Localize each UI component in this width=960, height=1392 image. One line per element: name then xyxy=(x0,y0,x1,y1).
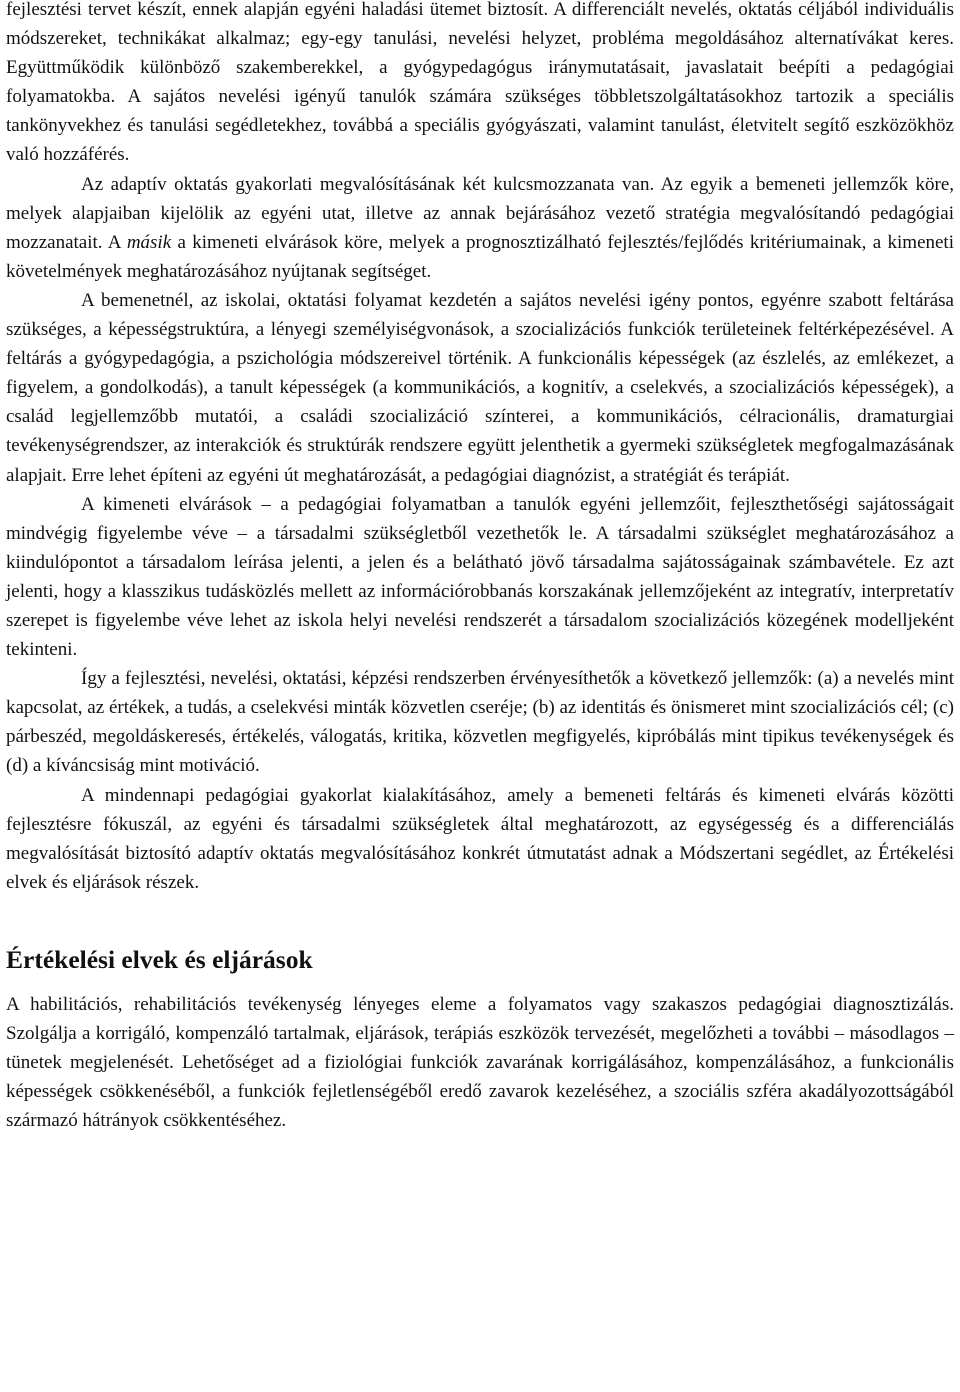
paragraph-input-assessment xyxy=(6,286,954,490)
paragraph-text: A kimeneti elvárások – a pedagógiai folyamatban a tanulók egyéni jellemzőit, fejleszthetőségi sajátosságait mindvégig figyelembe véve – a társadalmi szükségletből vezethetők le. A társadalmi szükséglet meghatározásához a kiindulópontot a társadalom leírása jelenti, a jelen és a belátható jövő társadalma sajátosságainak számbavétele. Ez azt jelenti, hogy a klasszikus tudásközlés mellett az információrobbanás korszakának jellemzőjeként az integratív, interpretatív szerepet is figyelembe véve lehet az iskola helyi nevelési rendszerét a társadalom szocializációs közegének modelljeként tekinteni. xyxy=(6,493,954,661)
paragraph-text: A mindennapi pedagógiai gyakorlat kialakításához, amely a bemeneti feltárás és kimeneti elvárás közötti fejlesztésre fókuszál, az egyéni és társadalmi szükségletek által meghatározott, az egységesség és a differenciálás megvalósítását biztosító adaptív oktatás megvalósításához konkrét útmutatást adnak a Módszertani segédlet, az Értékelési elvek és eljárások részek. xyxy=(6,784,954,893)
paragraph-text: Így a fejlesztési, nevelési, oktatási, képzési rendszerben érvényesíthetők a következő jellemzők: (a) a nevelés mint kapcsolat, az értékek, a tudás, a cselekvési minták közvetlen cseréje; (b) az identitás és önismeret mint szocializációs cél; (c) párbeszéd, megoldáskeresés, értékelés, válogatás, kritika, közvetlen megfigyelés, kipróbálás mint tipikus tevékenységek és (d) a kíváncsiság mint motiváció. xyxy=(6,668,954,777)
paragraph-everyday-practice xyxy=(6,781,954,897)
body-text-section xyxy=(6,0,954,897)
paragraph-output-expectations xyxy=(6,490,954,665)
paragraph-text: A habilitációs, rehabilitációs tevékenység lényeges eleme a folyamatos vagy szakaszos pedagógiai diagnosztizálás. Szolgálja a korrigáló, kompenzáló tartalmak, eljárások, terápiás eszközök tervezését, megelőzheti a további – másodlagos – tünetek megjelenését. Lehetőséget ad a fiziológiai funkciók zavarának korrigálásához, kompenzálásához, a funkcionális képességek csökkenéséből, a funkciók fejletlenségéből eredő zavarok kezeléséhez, a szociális szféra akadályozottságából származó hátrányok csökkentéséhez. xyxy=(6,993,954,1132)
paragraph-development-characteristics xyxy=(6,664,954,780)
evaluation-section xyxy=(6,990,954,1135)
section-heading xyxy=(6,944,954,976)
section-heading-text: Értékelési elvek és eljárások xyxy=(6,944,313,974)
document-page xyxy=(6,0,954,1135)
italic-emphasis: másik xyxy=(126,231,172,253)
paragraph-text: a kimeneti elvárások köre, melyek a prognosztizálható fejlesztés/fejlődés kritériumainak, a kimeneti követelmények meghatározásához nyújtanak segítséget. xyxy=(6,231,954,282)
paragraph-text: fejlesztési tervet készít, ennek alapján egyéni haladási ütemet biztosít. A differenciált nevelés, oktatás céljából individuális módszereket, technikákat alkalmaz; egy-egy tanulási, nevelési helyzet, probléma megoldásához alternatívákat keres. Együttműködik különböző szakemberekkel, a gyógypedagógus iránymutatásait, javaslatait beépíti a pedagógiai folyamatokba. A sajátos nevelési igényű tanulók számára szükséges többletszolgáltatásokhoz tartozik a speciális tankönyvekhez és tanulási segédletekhez, továbbá a speciális gyógyászati, valamint tanulást, életvitelt segítő eszközökhöz való hozzáférés. xyxy=(6,0,954,166)
paragraph-individual-plan xyxy=(6,0,954,170)
paragraph-text: A bemenetnél, az iskolai, oktatási folyamat kezdetén a sajátos nevelési igény pontos, egyénre szabott feltárása szükséges, a képességstruktúra, a lényegi személyiségvonások, a szocializációs funkciók területeinek feltérképezésével. A feltárás a gyógypedagógia, a pszichológia módszereivel történik. A funkcionális képességek (az észlelés, az emlékezet, a figyelem, a gondolkodás), a tanult képességek (a kommunikációs, a kognitív, a cselekvés, a szocializációs képességek), a család legjellemzőbb mutatói, a családi szocializáció színterei, a kommunikációs, célracionális, dramaturgiai tevékenységrendszer, az interakciók és struktúrák rendszere együtt jelenthetik a gyermeki szükségletek megfogalmazásának alapjait. Erre lehet építeni az egyéni út meghatározását, a pedagógiai diagnózist, a stratégiát és terápiát. xyxy=(6,289,954,486)
paragraph-diagnostics xyxy=(6,990,954,1135)
paragraph-text: Az adaptív oktatás gyakorlati megvalósításának két kulcsmozzanata van. Az egyik a bemeneti jellemzők köre, melyek alapjaiban kijelölik az egyéni utat, illetve az annak bejárásához vezető stratégia megvalósítandó pedagógiai mozzanatait. A xyxy=(6,173,954,253)
paragraph-adaptive-teaching xyxy=(6,170,954,286)
